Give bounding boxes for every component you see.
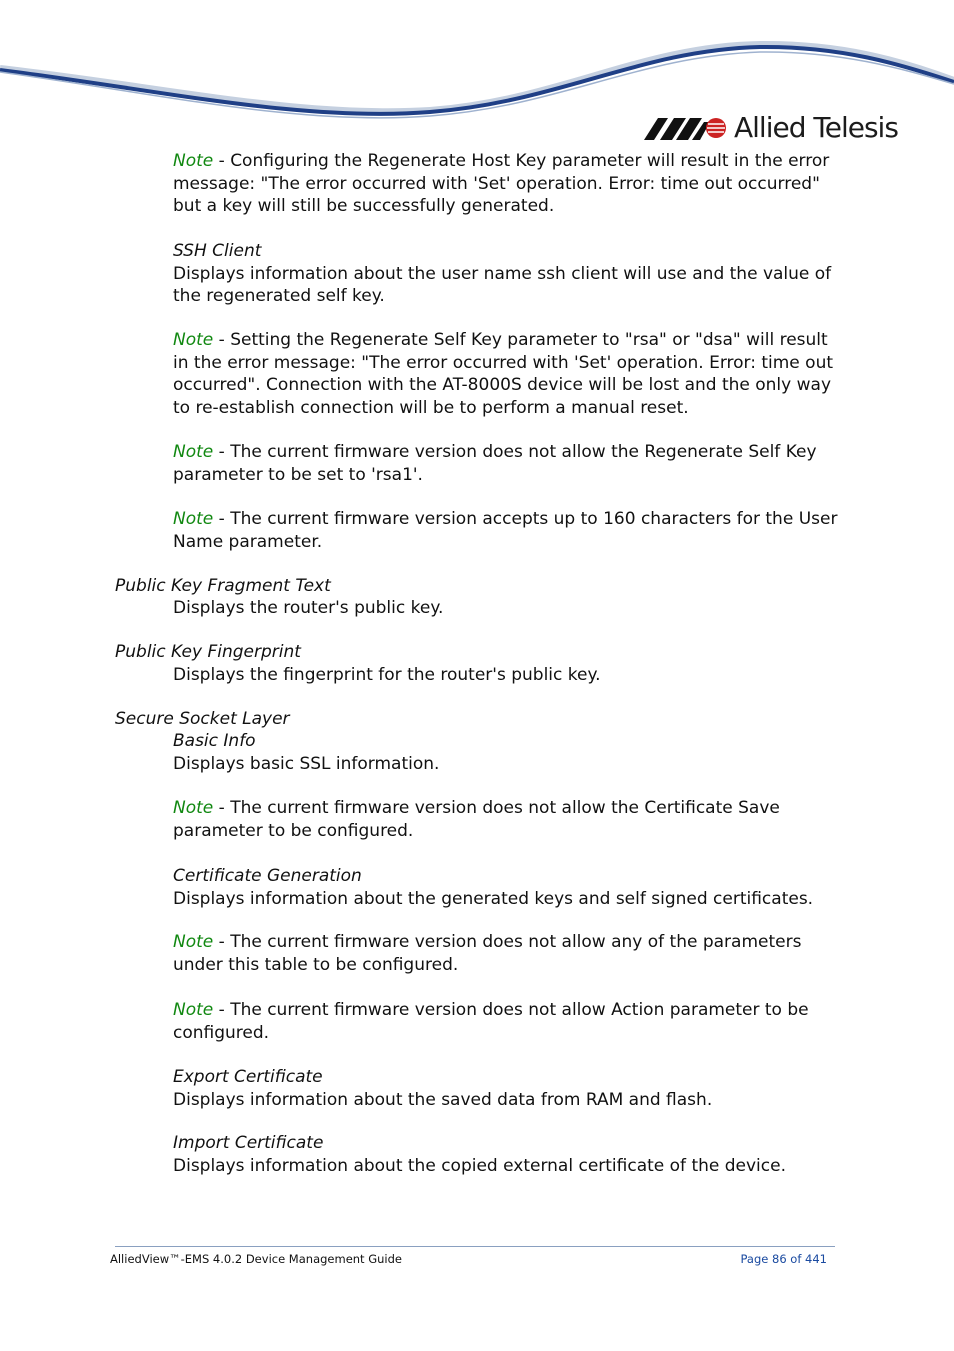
section-text: Displays information about the saved data from RAM and flash. (173, 1089, 713, 1110)
section-ssh-client (173, 240, 843, 308)
note-label: Note (173, 151, 214, 171)
subsection-heading: Import Certificate (173, 1133, 324, 1153)
section-export-certificate (173, 1066, 843, 1111)
footer-page-number: Page 86 of 441 (740, 1252, 827, 1266)
section-text: Displays basic SSL information. (173, 753, 440, 774)
section-basic-info (173, 730, 843, 775)
logo-wordmark: Allied Telesis (734, 111, 898, 144)
note-table-parameters (173, 931, 843, 976)
note-regenerate-host-key (173, 150, 843, 218)
subsection-heading: Basic Info (173, 731, 256, 751)
heading-secure-socket-layer (115, 708, 785, 731)
note-label: Note (173, 798, 214, 818)
note-regenerate-self-key (173, 329, 843, 419)
section-text: Displays information about the generated keys and self signed certificates. (173, 888, 814, 909)
subsection-heading: Certificate Generation (173, 866, 362, 886)
note-label: Note (173, 1000, 214, 1020)
section-heading: Secure Socket Layer (115, 709, 290, 729)
section-heading: Public Key Fingerprint (115, 642, 301, 662)
heading-public-key-fingerprint (115, 641, 785, 664)
note-label: Note (173, 330, 214, 350)
note-text: - Setting the Regenerate Self Key parameter to "rsa" or "dsa" will result in the error message: "The error occurred with 'Set' operation. Error: time out occurred". Connection with the AT-8000S device will be lost and the only way to re-establish connection will be to perform a manual reset. (173, 330, 834, 418)
note-label: Note (173, 932, 214, 952)
note-text: - The current firmware version does not allow the Regenerate Self Key parameter to be set to 'rsa1'. (173, 442, 817, 485)
note-rsa1 (173, 441, 843, 486)
note-text: - The current firmware version accepts up to 160 characters for the User Name parameter. (173, 509, 838, 552)
note-text: - The current firmware version does not allow the Certificate Save parameter to be configured. (173, 798, 780, 841)
section-certificate-generation (173, 865, 843, 910)
section-text: Displays information about the user name ssh client will use and the value of the regenerated self key. (173, 263, 832, 306)
note-text: - Configuring the Regenerate Host Key parameter will result in the error message: "The error occurred with 'Set' operation. Error: time out occurred" but a key will still be successfully generated. (173, 151, 830, 216)
section-text: Displays information about the copied external certificate of the device. (173, 1155, 786, 1176)
note-text: - The current firmware version does not allow Action parameter to be configured. (173, 1000, 809, 1043)
text-public-key-fingerprint (173, 664, 843, 687)
note-label: Note (173, 509, 214, 529)
note-text: - The current firmware version does not allow any of the parameters under this table to be configured. (173, 932, 802, 975)
heading-public-key-fragment (115, 575, 785, 598)
note-certificate-save (173, 797, 843, 842)
allied-telesis-logo (644, 108, 904, 148)
footer-document-title: AlliedView™-EMS 4.0.2 Device Management Guide (110, 1252, 402, 1266)
footer-divider (115, 1246, 835, 1247)
section-heading: SSH Client (173, 241, 262, 261)
note-label: Note (173, 442, 214, 462)
subsection-heading: Export Certificate (173, 1067, 323, 1087)
text-public-key-fragment (173, 597, 843, 620)
section-text: Displays the fingerprint for the router's public key. (173, 665, 601, 685)
note-user-name-length (173, 508, 843, 553)
section-heading: Public Key Fragment Text (115, 576, 331, 596)
section-import-certificate (173, 1132, 843, 1177)
note-action-parameter (173, 999, 843, 1044)
section-text: Displays the router's public key. (173, 598, 444, 618)
allied-telesis-logo-mark-icon (644, 114, 728, 142)
